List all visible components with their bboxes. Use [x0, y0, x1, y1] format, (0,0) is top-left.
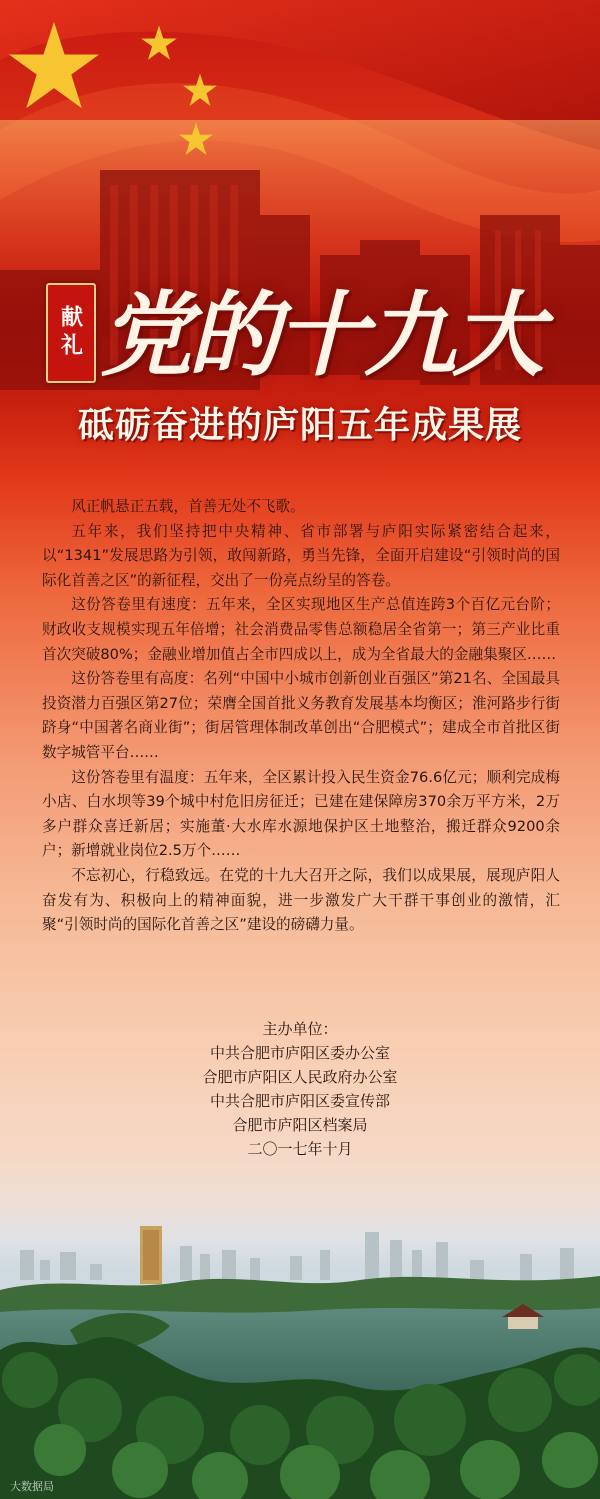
paragraph: 这份答卷里有高度：名列“中国中小城市创新创业百强区”第21名、全国最具投资潜力百强区第27位；荣膺全国首批义务教育发展基本均衡区；淮河路步行街跻身“中国著名商业街”；街居管理体制改革创出“合肥模式”；建成全市首批区街数字城管平台…… [42, 670, 560, 761]
paragraph: 不忘初心，行稳致远。在党的十九大召开之际，我们以成果展，展现庐阳人奋发有为、积极向上的精神面貌，进一步激发广大干群干事创业的激情，汇聚“引领时尚的国际化首善之区”建设的磅礴力量。 [42, 866, 560, 934]
main-title: 党的十九大 [100, 281, 541, 389]
subtitle: 砥砺奋进的庐阳五年成果展 [77, 405, 522, 446]
paragraph: 这份答卷里有温度：五年来，全区累计投入民生资金76.6亿元；顺利完成梅小店、白水坝等39个城中村危旧房征迁；已建在建保障房370余万平方米，2万多户群众喜迁新居；实施董·大水库水源地保护区土地整治，搬迁群众9200余户；新增就业岗位2.5万个…… [42, 768, 560, 860]
sponsor-unit: 合肥市庐阳区档案局 [232, 1116, 368, 1134]
badge-tribute: 献礼 [46, 283, 96, 383]
sponsor-heading: 主办单位： [262, 1020, 338, 1038]
sponsor-date: 二〇一七年十月 [247, 1140, 353, 1158]
small-star-icon [140, 24, 178, 62]
sponsor-unit: 合肥市庐阳区人民政府办公室 [202, 1068, 398, 1086]
sponsor-unit: 中共合肥市庐阳区委宣传部 [209, 1092, 390, 1110]
watermark: 大数据局 [10, 1480, 54, 1493]
paragraph: 五年来，我们坚持把中央精神、省市部署与庐阳实际紧密结合起来，以“1341”发展思路为引领，敢闯新路，勇当先锋，全面开启建设“引领时尚的国际化首善之区”的新征程，交出了一份亮点纷呈的答卷。 [42, 522, 560, 589]
body-text [42, 495, 560, 938]
small-star-icon [182, 72, 218, 108]
paragraph: 这份答卷里有速度：五年来，全区实现地区生产总值连跨3个百亿元台阶；财政收支规模实现五年倍增；社会消费品零售总额稳居全省第一；第三产业比重首次突破80%；金融业增加值占全市四成以上，成为全省最大的金融集聚区…… [42, 596, 560, 663]
lake-park-scenery [0, 1180, 600, 1499]
sponsor-unit: 中共合肥市庐阳区委办公室 [209, 1044, 390, 1062]
big-star-icon [6, 18, 102, 114]
paragraph: 风正帆悬正五载，首善无处不飞歌。 [71, 498, 305, 515]
small-star-icon [178, 121, 214, 157]
sponsor-block [0, 1017, 600, 1161]
